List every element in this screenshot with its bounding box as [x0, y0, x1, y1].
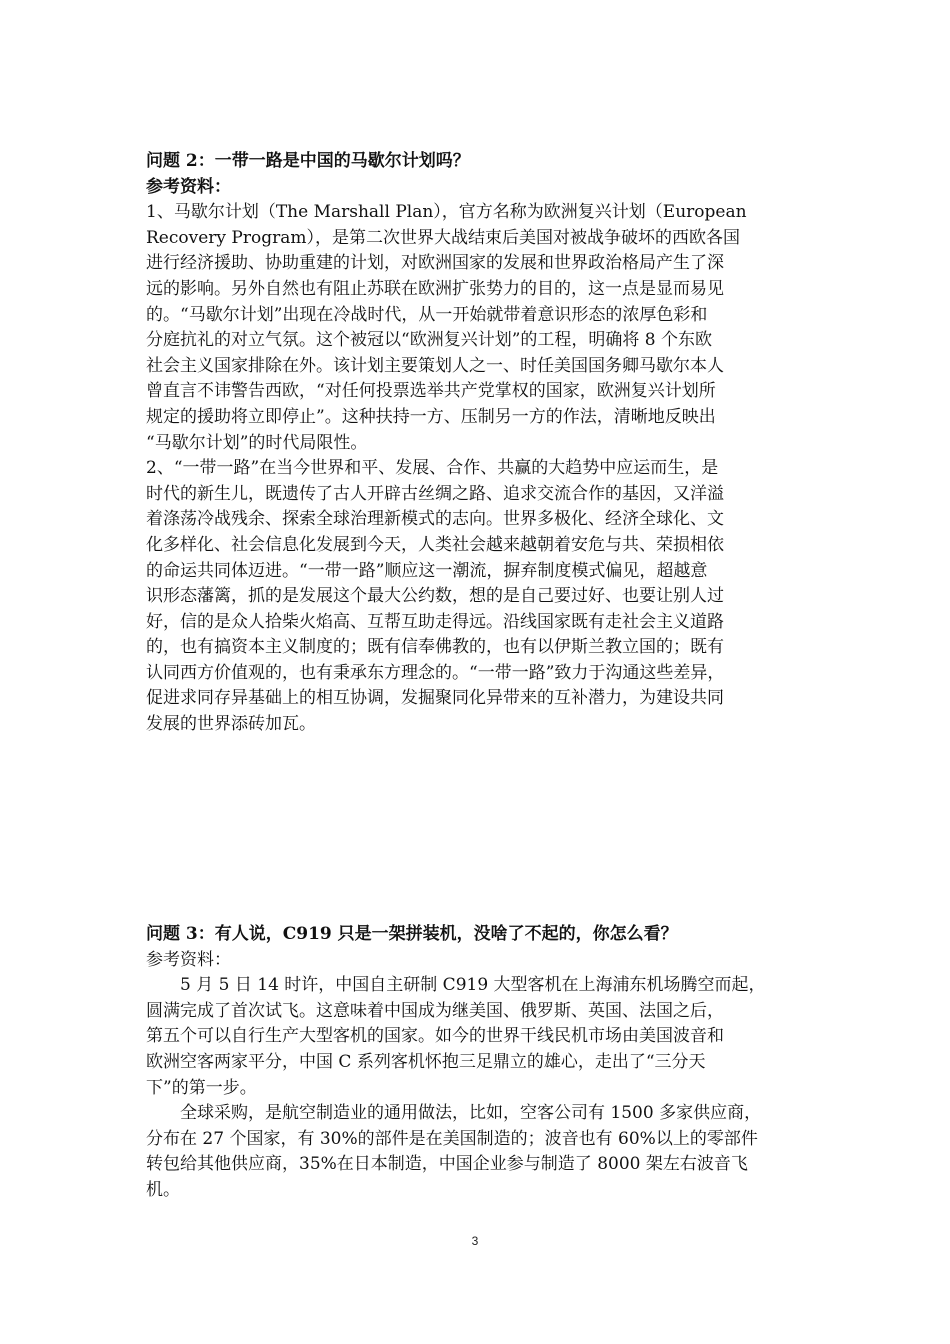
body-line: 的命运共同体迈进。“一带一路”顺应这一潮流，摒弃制度模式偏见，超越意	[146, 560, 708, 581]
body-line: 着涤荡冷战残余、探索全球治理新模式的志向。世界多极化、经济全球化、文	[146, 509, 724, 530]
body-line: 全球采购，是航空制造业的通用做法，比如，空客公司有 1500 多家供应商，	[180, 1103, 762, 1124]
question-3-title: 问题 3：有人说，C919 只是一架拼装机，没啥了不起的，你怎么看？	[146, 924, 678, 944]
body-line: 远的影响。另外自然也有阻止苏联在欧洲扩张势力的目的，这一点是显而易见	[146, 278, 724, 299]
body-line: 社会主义国家排除在外。该计划主要策划人之一、时任美国国务卿马歇尔本人	[146, 355, 724, 376]
body-line: 的。“马歇尔计划”出现在冷战时代，从一开始就带着意识形态的浓厚色彩和	[146, 304, 708, 325]
body-line: 规定的援助将立即停止”。这种扶持一方、压制另一方的作法，清晰地反映出	[146, 406, 716, 427]
body-line: 下”的第一步。	[146, 1077, 257, 1098]
question-2-body	[146, 200, 812, 737]
body-line: 欧洲空客两家平分，中国 C 系列客机怀抱三足鼎立的雄心，走出了“三分天	[146, 1051, 706, 1072]
body-line: 分庭抗礼的对立气氛。这个被冠以“欧洲复兴计划”的工程，明确将 8 个东欧	[146, 330, 713, 351]
body-line: 认同西方价值观的，也有秉承东方理念的。“一带一路”致力于沟通这些差异，	[146, 662, 725, 683]
body-line: 5 月 5 日 14 时许，中国自主研制 C919 大型客机在上海浦东机场腾空而起，	[180, 975, 766, 996]
body-line: 进行经济援助、协助重建的计划，对欧洲国家的发展和世界政治格局产生了深	[146, 253, 724, 274]
body-line: 好，信的是众人拾柴火焰高、互帮互助走得远。沿线国家既有走社会主义道路	[146, 611, 724, 632]
body-line: 的，也有搞资本主义制度的；既有信奉佛教的，也有以伊斯兰教立国的；既有	[146, 637, 724, 658]
body-line: 圆满完成了首次试飞。这意味着中国成为继美国、俄罗斯、英国、法国之后，	[146, 1000, 724, 1021]
body-line: Recovery Program），是第二次世界大战结束后美国对被战争破坏的西欧各国	[146, 227, 740, 248]
question-2-title: 问题 2：一带一路是中国的马歇尔计划吗？	[146, 151, 470, 171]
question-3-paragraph-1	[146, 973, 812, 1101]
body-line: 分布在 27 个国家，有 30%的部件是在美国制造的；波音也有 60%以上的零部件	[146, 1128, 758, 1149]
question-2-reference-label: 参考资料：	[146, 176, 231, 197]
body-line: 2、“一带一路”在当今世界和平、发展、合作、共赢的大趋势中应运而生，是	[146, 458, 719, 479]
page-number: 3	[471, 1234, 479, 1248]
body-line: 机。	[146, 1179, 180, 1200]
body-line: 1、马歇尔计划（The Marshall Plan），官方名称为欧洲复兴计划（European	[146, 202, 747, 223]
body-line: 识形态藩篱，抓的是发展这个最大公约数，想的是自己要过好、也要让别人过	[146, 586, 724, 607]
body-line: 第五个可以自行生产大型客机的国家。如今的世界干线民机市场由美国波音和	[146, 1026, 724, 1047]
body-line: 转包给其他供应商，35%在日本制造，中国企业参与制造了 8000 架左右波音飞	[146, 1154, 748, 1175]
body-line: “马歇尔计划”的时代局限性。	[146, 432, 368, 453]
question-2-section	[146, 149, 812, 738]
question-3-reference-label: 参考资料：	[146, 949, 231, 970]
body-line: 促进求同存异基础上的相互协调，发掘聚同化异带来的互补潜力，为建设共同	[146, 688, 724, 709]
body-line: 发展的世界添砖加瓦。	[146, 714, 316, 735]
question-3-paragraph-2	[146, 1101, 812, 1203]
question-3-section	[146, 922, 812, 1204]
body-line: 曾直言不讳警告西欧，“对任何投票选举共产党掌权的国家，欧洲复兴计划所	[146, 381, 716, 402]
body-line: 化多样化、社会信息化发展到今天，人类社会越来越朝着安危与共、荣损相依	[146, 534, 724, 555]
body-line: 时代的新生儿，既遗传了古人开辟古丝绸之路、追求交流合作的基因，又洋溢	[146, 483, 724, 504]
